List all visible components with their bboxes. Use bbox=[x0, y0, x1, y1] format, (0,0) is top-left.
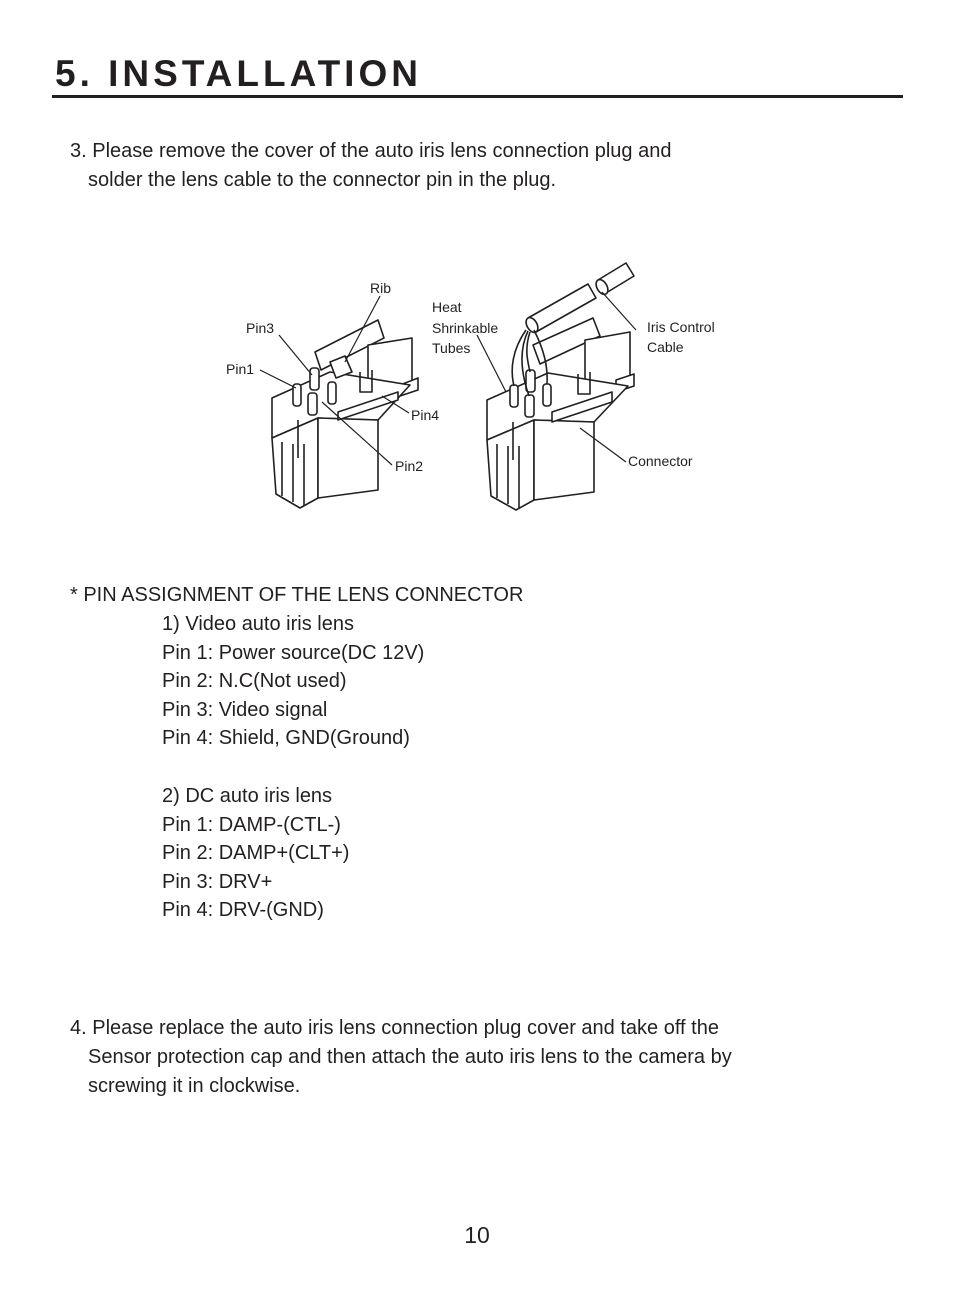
label-heat-line-1: Heat bbox=[432, 299, 462, 315]
dc-pin-1: Pin 1: DAMP-(CTL-) bbox=[162, 813, 341, 836]
label-pin2: Pin2 bbox=[395, 458, 424, 474]
video-lens-title: 1) Video auto iris lens bbox=[162, 613, 354, 635]
video-pin-2: Pin 2: N.C(Not used) bbox=[162, 670, 347, 693]
label-iris-line-1: Iris Control bbox=[647, 319, 715, 335]
label-pin1: Pin1 bbox=[226, 361, 255, 377]
step-3-text bbox=[70, 137, 671, 195]
dc-lens-title: 2) DC auto iris lens bbox=[162, 785, 333, 807]
label-rib: Rib bbox=[370, 280, 392, 296]
video-lens-pin-list bbox=[162, 610, 424, 753]
lens-connector-diagram bbox=[210, 255, 730, 520]
video-pin-1: Pin 1: Power source(DC 12V) bbox=[162, 641, 425, 664]
pin-assignment-heading: * PIN ASSIGNMENT OF THE LENS CONNECTOR bbox=[70, 584, 524, 606]
step-3-line-1: 3. Please remove the cover of the auto iris lens connection plug and bbox=[70, 140, 672, 162]
dc-pin-2: Pin 2: DAMP+(CLT+) bbox=[162, 842, 350, 865]
title-underline bbox=[52, 95, 903, 98]
label-iris-line-2: Cable bbox=[647, 339, 684, 355]
step-4-line-1: 4. Please replace the auto iris lens connection plug cover and take off the bbox=[70, 1017, 719, 1039]
label-heat-line-2: Shrinkable bbox=[432, 320, 499, 336]
step-4-line-2: Sensor protection cap and then attach the auto iris lens to the camera by bbox=[88, 1046, 732, 1068]
page-number: 10 bbox=[464, 1222, 490, 1248]
dc-pin-4: Pin 4: DRV-(GND) bbox=[162, 899, 324, 922]
video-pin-4: Pin 4: Shield, GND(Ground) bbox=[162, 727, 410, 750]
video-pin-3: Pin 3: Video signal bbox=[162, 698, 328, 721]
label-pin4: Pin4 bbox=[411, 407, 440, 423]
left-connector-drawing bbox=[272, 320, 418, 508]
label-heat-line-3: Tubes bbox=[432, 340, 471, 356]
label-connector: Connector bbox=[628, 453, 693, 469]
step-3-line-2: solder the lens cable to the connector pin in the plug. bbox=[88, 169, 557, 191]
section-title: 5. INSTALLATION bbox=[55, 53, 422, 94]
dc-pin-3: Pin 3: DRV+ bbox=[162, 870, 273, 893]
step-4-line-3: screwing it in clockwise. bbox=[88, 1075, 301, 1097]
step-4-text bbox=[70, 1014, 732, 1101]
label-pin3: Pin3 bbox=[246, 320, 275, 336]
dc-lens-pin-list bbox=[162, 782, 349, 925]
right-connector-drawing bbox=[487, 263, 634, 510]
